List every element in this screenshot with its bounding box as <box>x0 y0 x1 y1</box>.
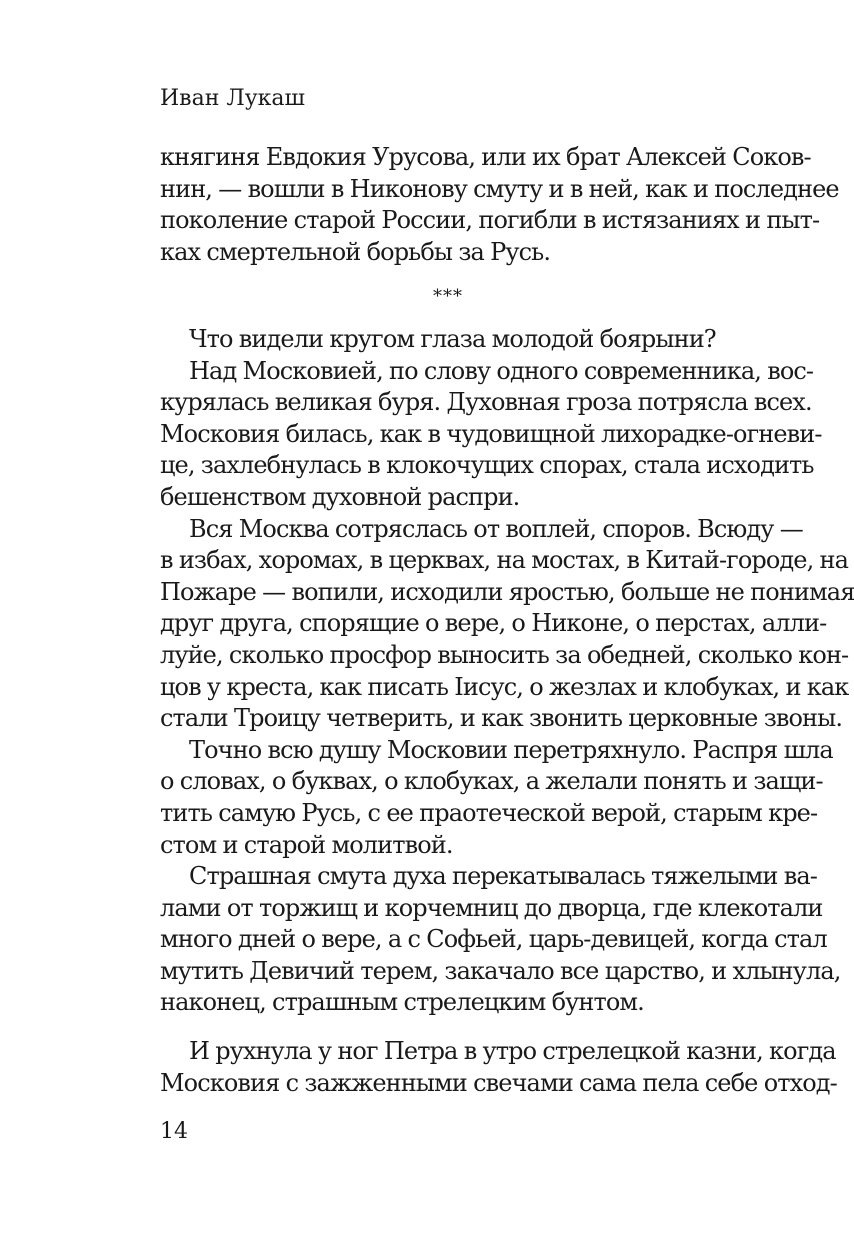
text-line: це, захлебнулась в клокочущих спорах, стала исходить <box>160 451 814 480</box>
text-line: в избах, хоромах, в церквах, на мостах, в Китай-городе, на <box>160 546 849 575</box>
page-number: 14 <box>160 1119 188 1144</box>
text-line: тить самую Русь, с ее праотеческой верой, старым кре- <box>160 798 818 827</box>
text-line: мутить Девичий терем, закачало все царство, и хлынула, <box>160 956 841 985</box>
final-paragraph <box>160 1036 837 1099</box>
running-head-author: Иван Лукаш <box>160 86 305 111</box>
text-line: Московия с зажженными свечами сама пела себе отход- <box>160 1068 837 1097</box>
body-text <box>160 324 854 1019</box>
text-line: наконец, страшным стрелецким бунтом. <box>160 988 644 1017</box>
text-line: луйе, сколько просфор выносить за обедней, сколько кон- <box>160 640 849 669</box>
text-line: лами от торжищ и корчемниц до дворца, где клекотали <box>160 893 823 922</box>
text-line: Пожаре — вопили, исходили яростью, больше не понимая <box>160 577 854 606</box>
text-line: стом и старой молитвой. <box>160 830 453 859</box>
text-line: Точно всю душу Московии перетряхнуло. Распря шла <box>189 735 833 764</box>
text-line: Что видели кругом глаза молодой боярыни? <box>189 325 716 353</box>
paragraph <box>160 324 736 356</box>
text-line: много дней о вере, а с Софьей, царь-девицей, когда стал <box>160 925 827 954</box>
text-line: Вся Москва сотряслась от воплей, споров. Всюду — <box>189 514 803 543</box>
text-line: бешенством духовной распри. <box>160 482 520 511</box>
text-line: княгиня Евдокия Урусова, или их брат Алексей Соков- <box>160 143 811 171</box>
paragraph <box>160 514 854 735</box>
text-line: о словах, о буквах, о клобуках, а желали понять и защи- <box>160 767 823 796</box>
paragraph-continuation <box>160 142 839 268</box>
paragraph <box>160 356 822 514</box>
text-line: стали Троицу четверить, и как звонить церковные звоны. <box>160 704 843 733</box>
text-line: нин, — вошли в Никонову смуту и в ней, как и последнее <box>160 174 839 203</box>
text-line: цов у креста, как писать Iисус, о жезлах и клобуках, и как <box>160 672 849 701</box>
paragraph <box>160 735 833 861</box>
text-line: Московия билась, как в чудовищной лихорадке-огневи- <box>160 419 822 448</box>
paragraph <box>160 861 841 1019</box>
text-line: Над Московией, по слову одного современника, вос- <box>189 356 814 385</box>
text-line: Страшная смута духа перекатывалась тяжелыми ва- <box>189 862 817 891</box>
text-line: ках смертельной борьбы за Русь. <box>160 237 551 266</box>
text-line: поколение старой России, погибли в истязаниях и пыт- <box>160 206 820 235</box>
text-line: курялась великая буря. Духовная гроза потрясла всех. <box>160 388 812 417</box>
text-line: И рухнула у ног Петра в утро стрелецкой казни, когда <box>189 1037 836 1065</box>
section-divider: *** <box>433 286 463 307</box>
text-line: друг друга, спорящие о вере, о Никоне, о перстах, алли- <box>160 609 827 638</box>
